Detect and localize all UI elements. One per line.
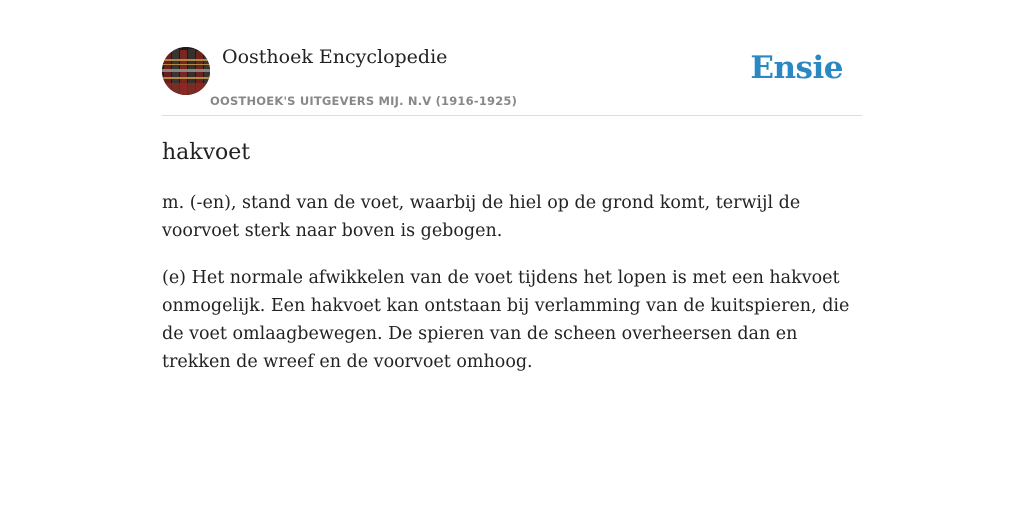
source-avatar[interactable] <box>162 47 210 95</box>
entry-card <box>162 40 862 376</box>
source-subtitle: OOSTHOEK'S UITGEVERS MIJ. N.V (1916-1925) <box>210 94 518 108</box>
source-header <box>162 40 862 116</box>
entry-headword: hakvoet <box>162 140 251 165</box>
entry-explanation: (e) Het normale afwikkelen van de voet tijdens het lopen is met een hakvoet onmogelijk. Een hakvoet kan ontstaan bij verlamming van de kuitspieren, die de voet omlaagbewegen. De spieren van de scheen overheersen dan en trekken de wreef en de voorvoet omhoog. <box>162 268 850 372</box>
source-title[interactable]: Oosthoek Encyclopedie <box>222 46 448 68</box>
brand-logo-link[interactable]: Ensie <box>750 50 843 86</box>
entry-definition: m. (-en), stand van de voet, waarbij de hiel op de grond komt, terwijl de voorvoet sterk naar boven is gebogen. <box>162 193 801 241</box>
encyclopedia-books-icon <box>162 47 210 95</box>
